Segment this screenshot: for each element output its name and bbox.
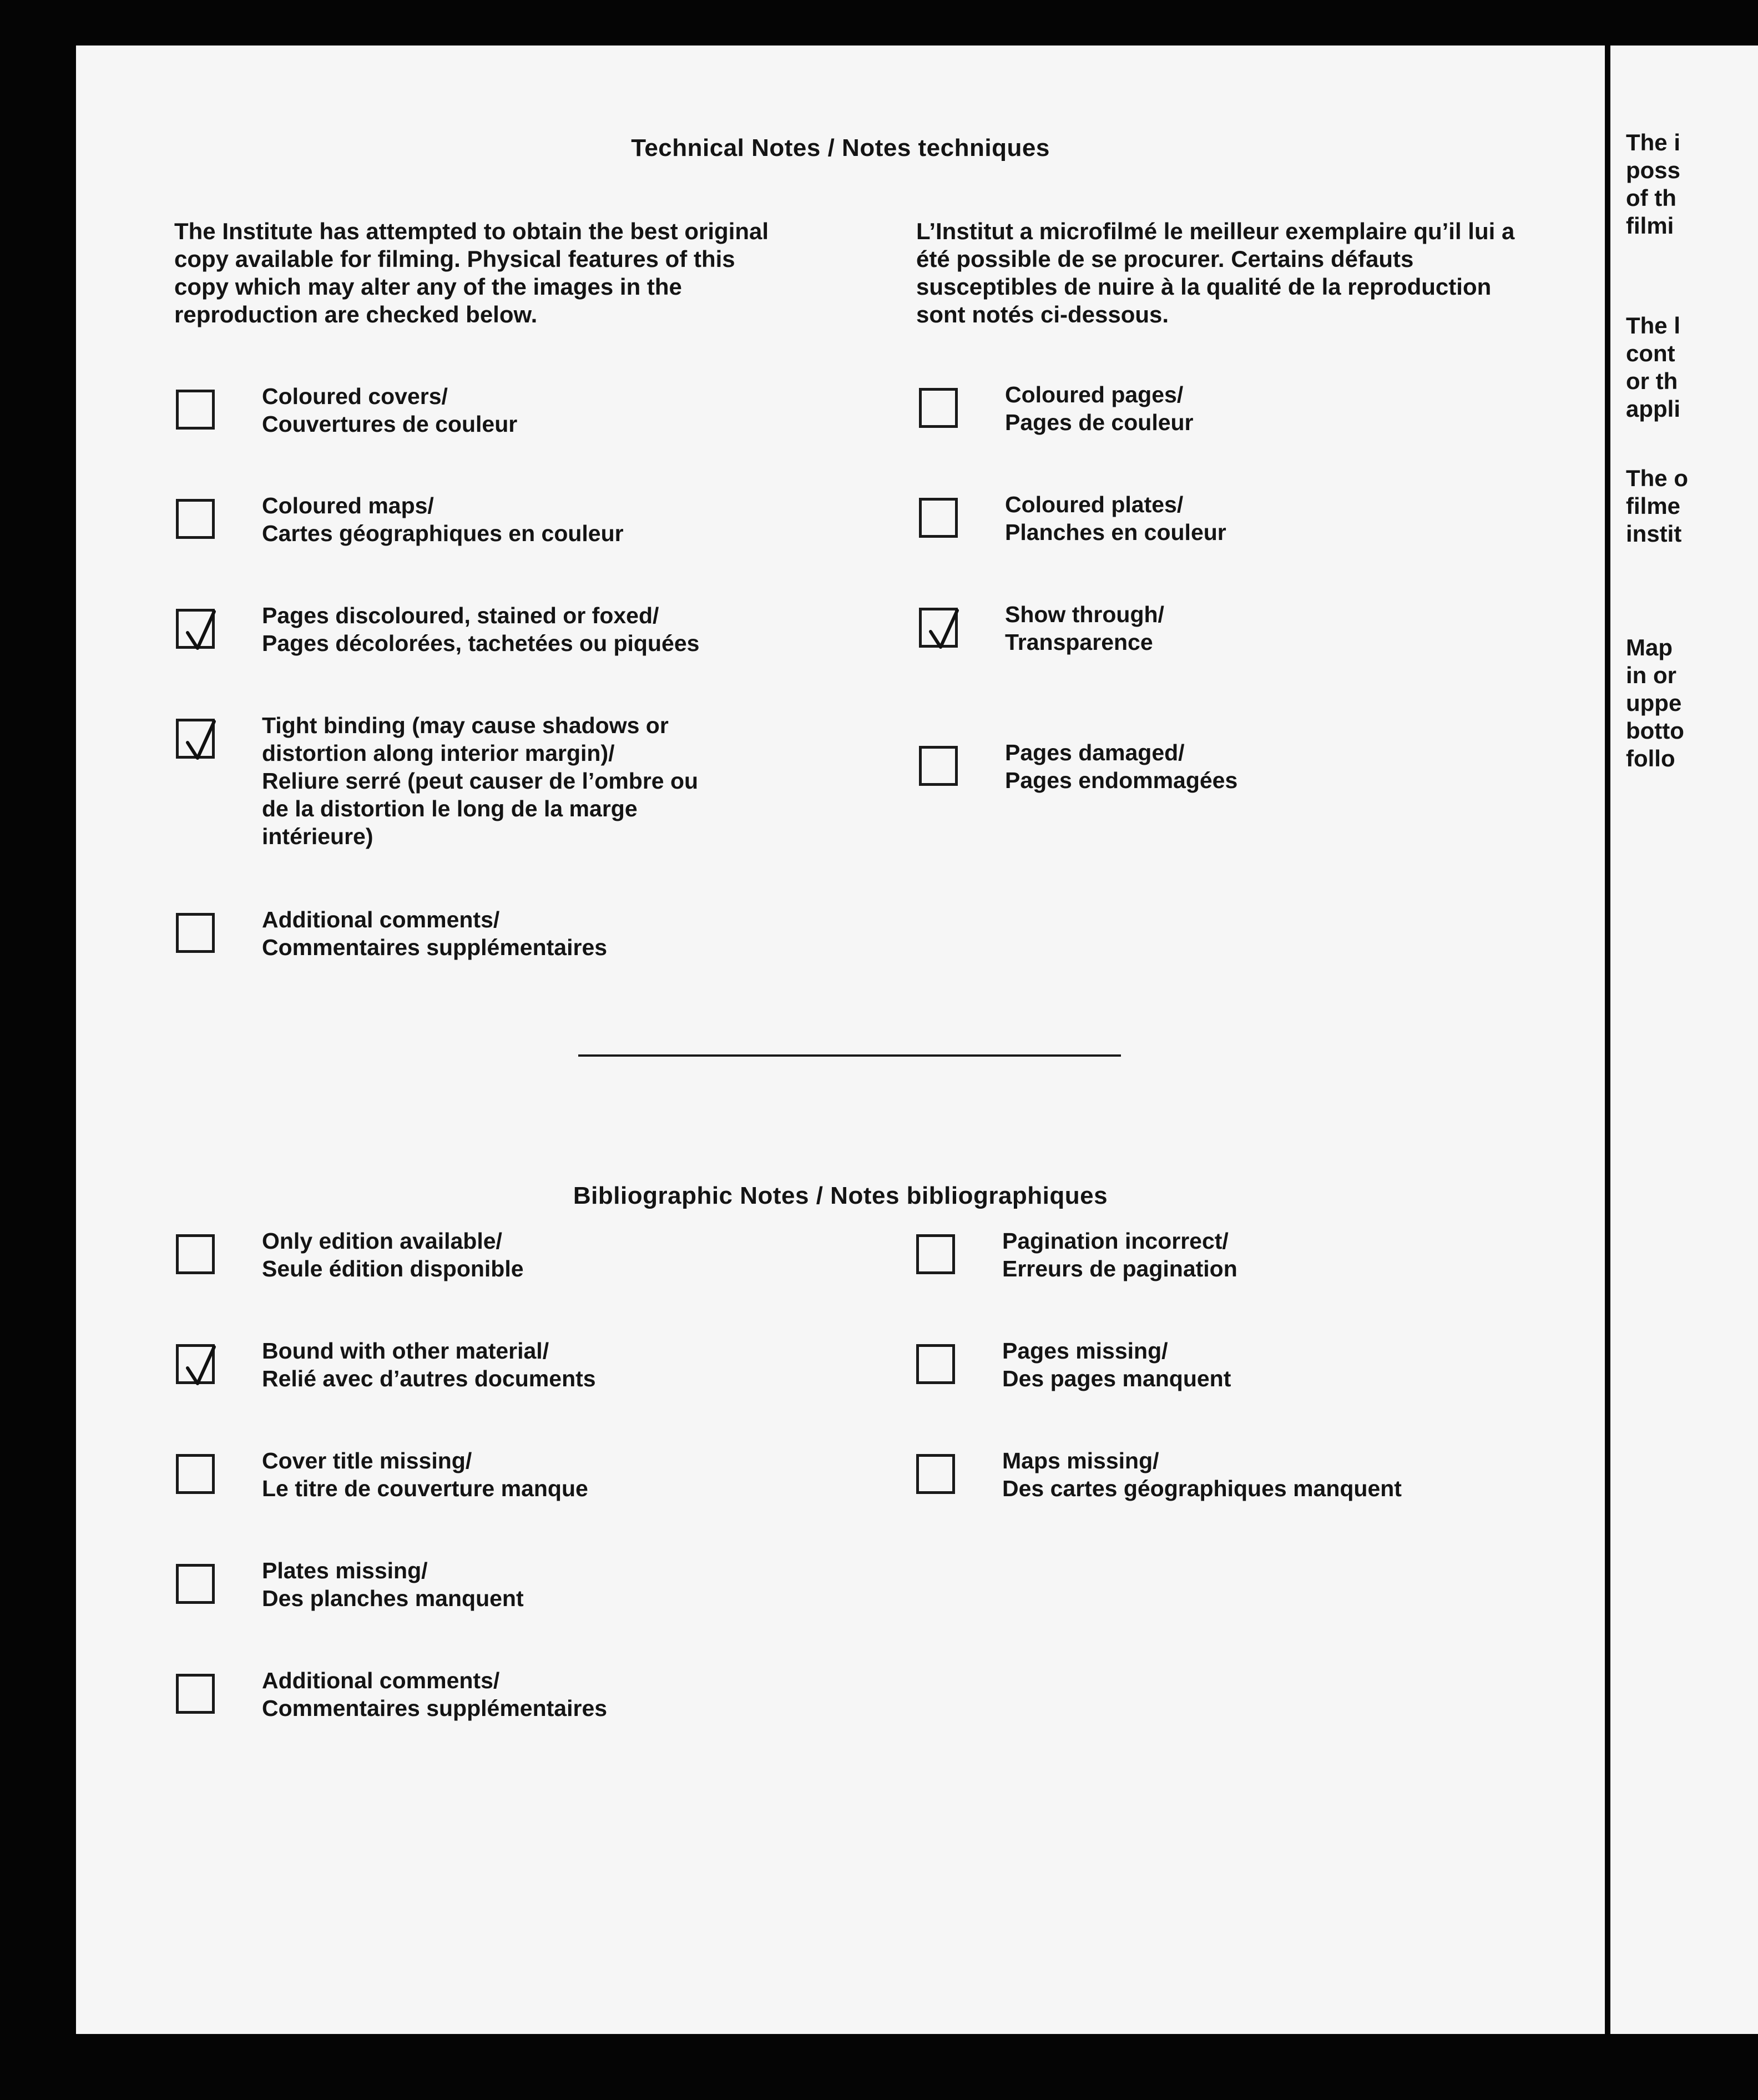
label-line: Relié avec d’autres documents	[262, 1366, 596, 1391]
checklist-item-label	[262, 1667, 845, 1722]
checkbox-unchecked[interactable]	[176, 1564, 215, 1604]
checklist-item-label	[262, 492, 845, 547]
fragment-line: of th	[1626, 185, 1676, 211]
intro-french: L’Institut a microfilmé le meilleur exemplaire qu’il lui a été possible de se procurer. Certains défauts susceptibles de nuire à la qualité de la reproduction sont notés ci-dessous.	[916, 218, 1515, 327]
label-line: Coloured plates/	[1005, 492, 1184, 517]
label-line: intérieure)	[262, 824, 373, 849]
intro-english: The Institute has attempted to obtain the best original copy available for filming. Physical features of this copy which may alter any of the images in the reproduction are checked below.	[174, 218, 769, 327]
label-line: de la distortion le long de la marge	[262, 796, 638, 821]
label-line: Planches en couleur	[1005, 519, 1226, 545]
fragment-line: The i	[1626, 129, 1681, 155]
fragment-paragraph	[1626, 312, 1680, 423]
checklist-item-label	[1002, 1447, 1585, 1502]
checkbox-unchecked[interactable]	[176, 1234, 215, 1274]
label-line: Des cartes géographiques manquent	[1002, 1476, 1402, 1501]
checkbox-unchecked[interactable]	[176, 1674, 215, 1714]
checklist-item-label	[262, 1447, 845, 1502]
checklist-item-label	[262, 602, 845, 657]
checkbox-unchecked[interactable]	[916, 1234, 955, 1274]
checkmark-icon	[926, 607, 961, 653]
fragment-line: poss	[1626, 157, 1681, 183]
checkbox-unchecked[interactable]	[176, 913, 215, 953]
checkbox-checked[interactable]	[176, 609, 215, 649]
label-line: Cover title missing/	[262, 1448, 472, 1473]
label-line: Pages de couleur	[1005, 410, 1194, 435]
fragment-line: uppe	[1626, 690, 1682, 716]
section-divider	[578, 1054, 1121, 1057]
fragment-line: instit	[1626, 521, 1682, 547]
technical-notes-page	[76, 46, 1605, 2034]
checkbox-checked[interactable]	[176, 1344, 215, 1384]
checkbox-unchecked[interactable]	[176, 499, 215, 539]
label-line: Only edition available/	[262, 1228, 502, 1254]
label-line: Erreurs de pagination	[1002, 1256, 1237, 1281]
label-line: Commentaires supplémentaires	[262, 935, 608, 960]
label-line: distortion along interior margin)/	[262, 740, 615, 766]
label-line: Bound with other material/	[262, 1338, 549, 1364]
checklist-item-label	[1005, 600, 1588, 656]
fragment-line: in or	[1626, 662, 1676, 688]
label-line: Additional comments/	[262, 907, 500, 932]
checkbox-checked[interactable]	[176, 719, 215, 759]
label-line: Plates missing/	[262, 1558, 428, 1583]
label-line: Des pages manquent	[1002, 1366, 1231, 1391]
fragment-paragraph	[1626, 129, 1680, 240]
label-line: Tight binding (may cause shadows or	[262, 713, 669, 738]
fragment-line: The l	[1626, 312, 1681, 339]
checklist-item-label	[262, 906, 845, 961]
bibliographic-notes-title: Bibliographic Notes / Notes bibliographiques	[573, 1182, 1108, 1209]
fragment-line: or th	[1626, 368, 1678, 394]
label-line: Pages missing/	[1002, 1338, 1168, 1364]
checkbox-unchecked[interactable]	[919, 498, 958, 538]
label-line: Additional comments/	[262, 1668, 500, 1693]
checkbox-unchecked[interactable]	[176, 1454, 215, 1494]
checklist-item-label	[262, 382, 845, 438]
label-line: Pages endommagées	[1005, 768, 1238, 793]
fragment-paragraph	[1626, 465, 1688, 548]
checkbox-checked[interactable]	[919, 608, 958, 648]
checkbox-unchecked[interactable]	[919, 746, 958, 786]
checklist-item-label	[262, 711, 845, 850]
checklist-item-label	[1005, 381, 1588, 436]
fragment-paragraph	[1626, 634, 1684, 773]
fragment-line: filmi	[1626, 213, 1674, 239]
fragment-line: appli	[1626, 396, 1681, 422]
label-line: Seule édition disponible	[262, 1256, 524, 1281]
checklist-item-label	[1002, 1227, 1585, 1283]
technical-notes-title: Technical Notes / Notes techniques	[631, 134, 1050, 161]
fragment-line: Map	[1626, 634, 1673, 660]
fragment-line: cont	[1626, 340, 1675, 366]
label-line: Pagination incorrect/	[1002, 1228, 1229, 1254]
checkbox-unchecked[interactable]	[916, 1454, 955, 1494]
checkbox-unchecked[interactable]	[916, 1344, 955, 1384]
label-line: Pages damaged/	[1005, 740, 1185, 765]
label-line: Maps missing/	[1002, 1448, 1159, 1473]
label-line: Le titre de couverture manque	[262, 1476, 588, 1501]
checkmark-icon	[183, 718, 218, 764]
label-line: Commentaires supplémentaires	[262, 1695, 608, 1721]
checkbox-unchecked[interactable]	[176, 390, 215, 430]
checklist-item-label	[262, 1337, 845, 1392]
checkmark-icon	[183, 608, 218, 654]
fragment-line: The o	[1626, 465, 1688, 491]
next-page-fragment	[1610, 46, 1758, 2034]
label-line: Cartes géographiques en couleur	[262, 521, 624, 546]
label-line: Pages discoloured, stained or foxed/	[262, 603, 659, 628]
checklist-item-label	[1002, 1337, 1585, 1392]
label-line: Coloured pages/	[1005, 382, 1184, 407]
checkmark-icon	[183, 1344, 218, 1389]
label-line: Reliure serré (peut causer de l’ombre ou	[262, 768, 699, 794]
checklist-item-label	[1005, 491, 1588, 546]
fragment-line: filme	[1626, 493, 1681, 519]
label-line: Pages décolorées, tachetées ou piquées	[262, 630, 700, 656]
label-line: Coloured covers/	[262, 383, 448, 409]
fragment-line: botto	[1626, 718, 1684, 744]
checklist-item-label	[262, 1557, 845, 1612]
label-line: Show through/	[1005, 602, 1164, 627]
checklist-item-label	[1005, 739, 1588, 794]
label-line: Coloured maps/	[262, 493, 434, 518]
label-line: Transparence	[1005, 629, 1153, 655]
checkbox-unchecked[interactable]	[919, 388, 958, 428]
fragment-line: follo	[1626, 745, 1675, 771]
label-line: Des planches manquent	[262, 1586, 524, 1611]
checklist-item-label	[262, 1227, 845, 1283]
label-line: Couvertures de couleur	[262, 411, 518, 437]
